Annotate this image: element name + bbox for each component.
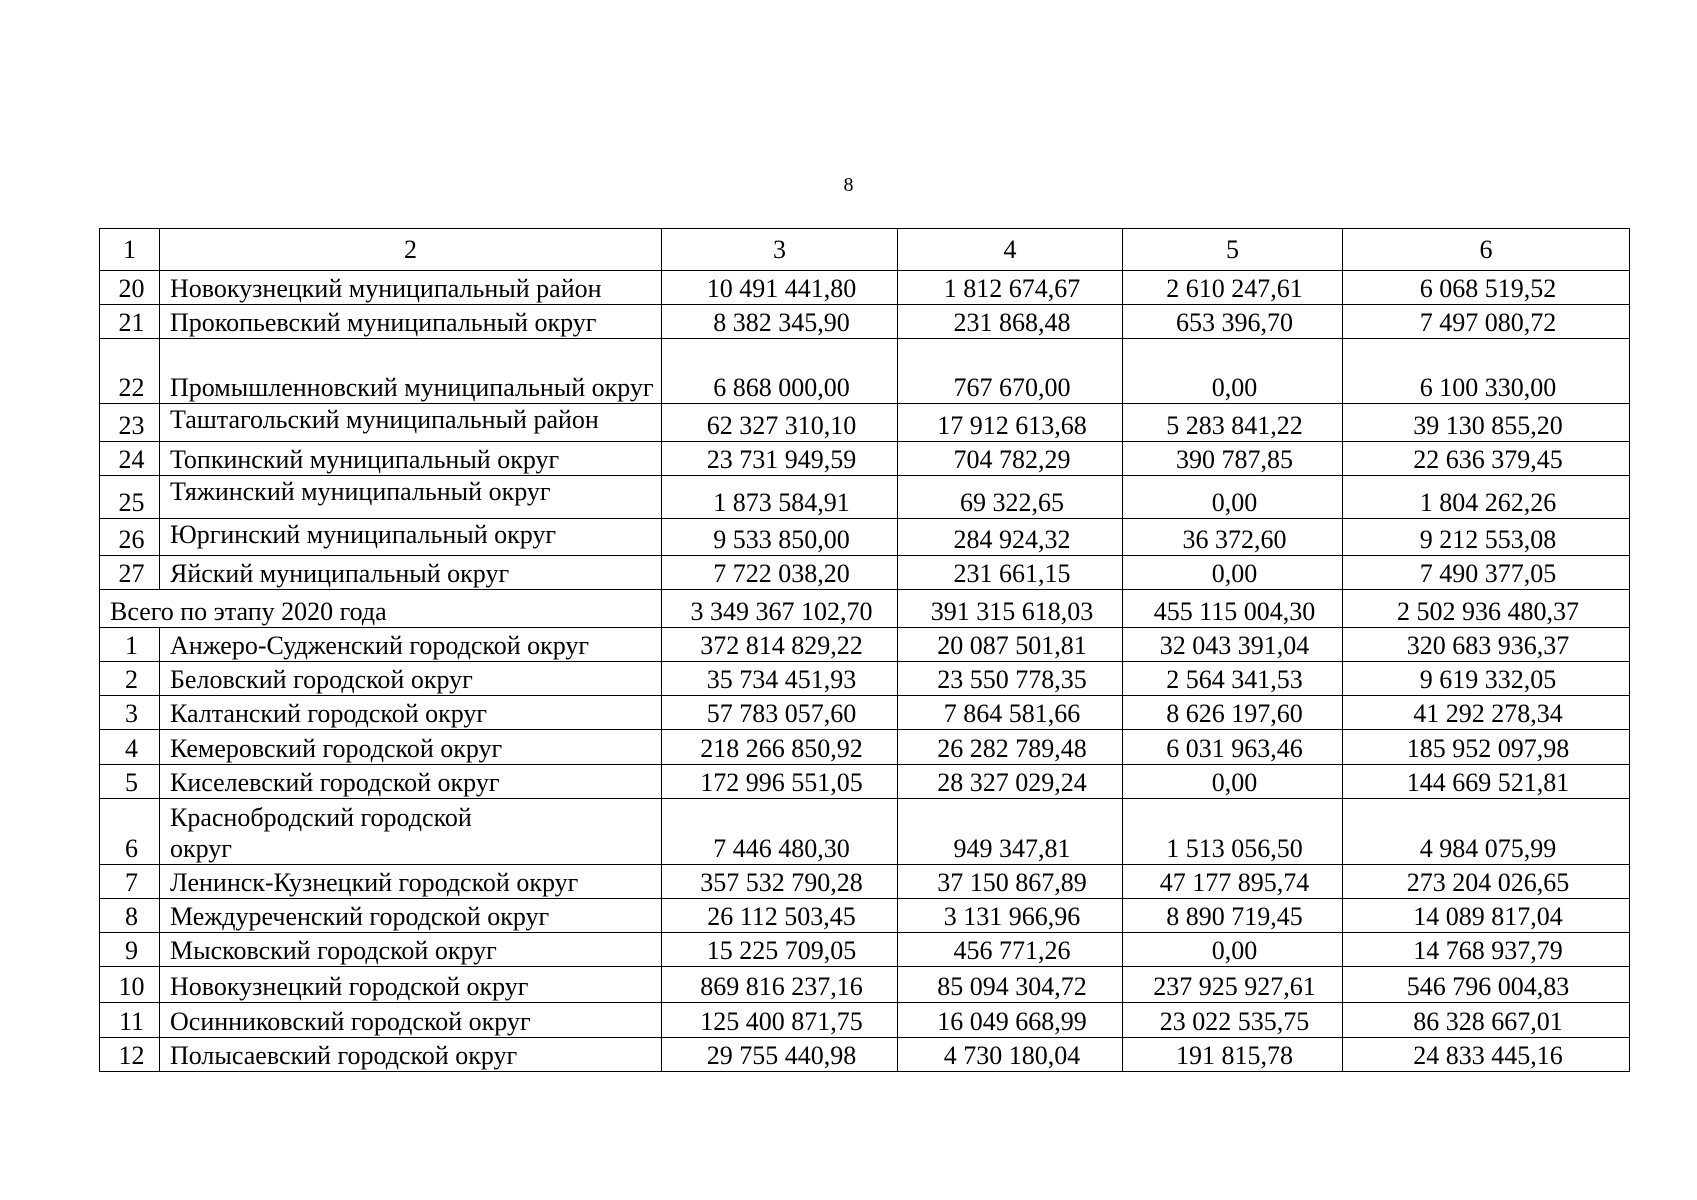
value-col3: 125 400 871,75 [662, 1003, 898, 1038]
table-row [100, 442, 1630, 476]
header-cell: 2 [160, 229, 662, 271]
value-col6: 14 768 937,79 [1343, 933, 1630, 967]
municipality-name: Новокузнецкий городской округ [160, 967, 662, 1003]
value-col3: 23 731 949,59 [662, 442, 898, 476]
value-col4: 949 347,81 [898, 799, 1123, 865]
value-col6: 22 636 379,45 [1343, 442, 1630, 476]
row-number: 22 [100, 339, 160, 404]
value-col6: 9 212 553,08 [1343, 519, 1630, 556]
value-col6: 6 068 519,52 [1343, 271, 1630, 305]
value-col3: 357 532 790,28 [662, 865, 898, 899]
table-row [100, 865, 1630, 899]
value-col4: 23 550 778,35 [898, 662, 1123, 696]
row-number: 20 [100, 271, 160, 305]
row-number: 4 [100, 730, 160, 765]
table-row [100, 1003, 1630, 1038]
value-col5: 0,00 [1123, 765, 1343, 799]
value-col5: 191 815,78 [1123, 1038, 1343, 1072]
value-col4: 37 150 867,89 [898, 865, 1123, 899]
value-col3: 218 266 850,92 [662, 730, 898, 765]
row-number: 9 [100, 933, 160, 967]
value-col5: 5 283 841,22 [1123, 404, 1343, 442]
row-number: 5 [100, 765, 160, 799]
value-col5: 237 925 927,61 [1123, 967, 1343, 1003]
value-col3: 35 734 451,93 [662, 662, 898, 696]
row-number: 8 [100, 899, 160, 933]
municipality-name: Киселевский городской округ [160, 765, 662, 799]
municipality-name: Беловский городской округ [160, 662, 662, 696]
value-col4: 456 771,26 [898, 933, 1123, 967]
municipality-name: Осинниковский городской округ [160, 1003, 662, 1038]
total-label: Всего по этапу 2020 года [100, 590, 662, 628]
total-col6: 2 502 936 480,37 [1343, 590, 1630, 628]
value-col6: 6 100 330,00 [1343, 339, 1630, 404]
table-row [100, 765, 1630, 799]
header-cell: 1 [100, 229, 160, 271]
table-row [100, 1038, 1630, 1072]
value-col3: 29 755 440,98 [662, 1038, 898, 1072]
value-col5: 6 031 963,46 [1123, 730, 1343, 765]
value-col3: 15 225 709,05 [662, 933, 898, 967]
value-col3: 8 382 345,90 [662, 305, 898, 339]
value-col5: 47 177 895,74 [1123, 865, 1343, 899]
value-col3: 1 873 584,91 [662, 476, 898, 519]
row-number: 25 [100, 476, 160, 519]
total-col3: 3 349 367 102,70 [662, 590, 898, 628]
value-col4: 1 812 674,67 [898, 271, 1123, 305]
table-row [100, 476, 1630, 519]
value-col5: 0,00 [1123, 933, 1343, 967]
table-row [100, 305, 1630, 339]
row-number: 6 [100, 799, 160, 865]
row-number: 10 [100, 967, 160, 1003]
row-number: 11 [100, 1003, 160, 1038]
municipality-name: Новокузнецкий муниципальный район [160, 271, 662, 305]
header-cell: 3 [662, 229, 898, 271]
value-col6: 144 669 521,81 [1343, 765, 1630, 799]
row-number: 1 [100, 628, 160, 662]
value-col4: 231 868,48 [898, 305, 1123, 339]
value-col3: 869 816 237,16 [662, 967, 898, 1003]
value-col6: 86 328 667,01 [1343, 1003, 1630, 1038]
value-col4: 16 049 668,99 [898, 1003, 1123, 1038]
value-col5: 8 626 197,60 [1123, 696, 1343, 730]
value-col6: 4 984 075,99 [1343, 799, 1630, 865]
page-number: 8 [843, 174, 854, 196]
table-row [100, 967, 1630, 1003]
header-cell: 6 [1343, 229, 1630, 271]
value-col5: 2 564 341,53 [1123, 662, 1343, 696]
table-row [100, 628, 1630, 662]
value-col5: 0,00 [1123, 556, 1343, 590]
value-col4: 284 924,32 [898, 519, 1123, 556]
value-col5: 36 372,60 [1123, 519, 1343, 556]
table-row [100, 556, 1630, 590]
value-col3: 7 446 480,30 [662, 799, 898, 865]
value-col4: 69 322,65 [898, 476, 1123, 519]
total-col4: 391 315 618,03 [898, 590, 1123, 628]
header-cell: 4 [898, 229, 1123, 271]
value-col6: 7 490 377,05 [1343, 556, 1630, 590]
value-col5: 0,00 [1123, 339, 1343, 404]
municipality-name: Яйский муниципальный округ [160, 556, 662, 590]
total-col5: 455 115 004,30 [1123, 590, 1343, 628]
row-number: 2 [100, 662, 160, 696]
value-col6: 546 796 004,83 [1343, 967, 1630, 1003]
table-row [100, 271, 1630, 305]
value-col3: 57 783 057,60 [662, 696, 898, 730]
row-number: 27 [100, 556, 160, 590]
municipality-name: Таштагольский муниципальный район [160, 404, 662, 442]
table-row [100, 519, 1630, 556]
value-col6: 273 204 026,65 [1343, 865, 1630, 899]
table-row [100, 730, 1630, 765]
header-cell: 5 [1123, 229, 1343, 271]
value-col6: 41 292 278,34 [1343, 696, 1630, 730]
value-col6: 9 619 332,05 [1343, 662, 1630, 696]
municipality-name: Юргинский муниципальный округ [160, 519, 662, 556]
value-col4: 85 094 304,72 [898, 967, 1123, 1003]
value-col5: 32 043 391,04 [1123, 628, 1343, 662]
municipality-name: Анжеро-Судженский городской округ [160, 628, 662, 662]
value-col6: 14 089 817,04 [1343, 899, 1630, 933]
row-number: 7 [100, 865, 160, 899]
value-col4: 231 661,15 [898, 556, 1123, 590]
municipality-name: Кемеровский городской округ [160, 730, 662, 765]
table-row [100, 339, 1630, 404]
municipality-name: Топкинский муниципальный округ [160, 442, 662, 476]
municipality-name: Краснобродский городской округ [160, 799, 662, 865]
value-col6: 1 804 262,26 [1343, 476, 1630, 519]
row-number: 23 [100, 404, 160, 442]
value-col4: 3 131 966,96 [898, 899, 1123, 933]
municipality-name: Промышленновский муниципальный округ [160, 339, 662, 404]
table-row [100, 899, 1630, 933]
value-col3: 6 868 000,00 [662, 339, 898, 404]
value-col5: 8 890 719,45 [1123, 899, 1343, 933]
table-row [100, 799, 1630, 865]
table-row [100, 404, 1630, 442]
row-number: 12 [100, 1038, 160, 1072]
municipality-name: Полысаевский городской округ [160, 1038, 662, 1072]
value-col3: 7 722 038,20 [662, 556, 898, 590]
value-col5: 1 513 056,50 [1123, 799, 1343, 865]
row-number: 24 [100, 442, 160, 476]
value-col3: 372 814 829,22 [662, 628, 898, 662]
row-number: 3 [100, 696, 160, 730]
value-col4: 17 912 613,68 [898, 404, 1123, 442]
value-col4: 7 864 581,66 [898, 696, 1123, 730]
total-row [100, 590, 1630, 628]
value-col6: 185 952 097,98 [1343, 730, 1630, 765]
table-row [100, 933, 1630, 967]
table-row [100, 662, 1630, 696]
municipality-name: Прокопьевский муниципальный округ [160, 305, 662, 339]
value-col6: 24 833 445,16 [1343, 1038, 1630, 1072]
value-col3: 62 327 310,10 [662, 404, 898, 442]
value-col5: 390 787,85 [1123, 442, 1343, 476]
row-number: 21 [100, 305, 160, 339]
value-col6: 320 683 936,37 [1343, 628, 1630, 662]
value-col5: 23 022 535,75 [1123, 1003, 1343, 1038]
row-number: 26 [100, 519, 160, 556]
value-col4: 26 282 789,48 [898, 730, 1123, 765]
value-col3: 26 112 503,45 [662, 899, 898, 933]
value-col5: 653 396,70 [1123, 305, 1343, 339]
value-col4: 28 327 029,24 [898, 765, 1123, 799]
municipality-name: Мысковский городской округ [160, 933, 662, 967]
table-row [100, 696, 1630, 730]
value-col4: 4 730 180,04 [898, 1038, 1123, 1072]
value-col5: 0,00 [1123, 476, 1343, 519]
municipality-name: Междуреченский городской округ [160, 899, 662, 933]
header-row [100, 229, 1630, 271]
value-col6: 7 497 080,72 [1343, 305, 1630, 339]
value-col4: 767 670,00 [898, 339, 1123, 404]
value-col5: 2 610 247,61 [1123, 271, 1343, 305]
value-col3: 9 533 850,00 [662, 519, 898, 556]
value-col6: 39 130 855,20 [1343, 404, 1630, 442]
municipality-name: Ленинск-Кузнецкий городской округ [160, 865, 662, 899]
value-col3: 172 996 551,05 [662, 765, 898, 799]
budget-table [99, 228, 1630, 1072]
municipality-name: Калтанский городской округ [160, 696, 662, 730]
value-col4: 20 087 501,81 [898, 628, 1123, 662]
value-col3: 10 491 441,80 [662, 271, 898, 305]
municipality-name: Тяжинский муниципальный округ [160, 476, 662, 519]
value-col4: 704 782,29 [898, 442, 1123, 476]
